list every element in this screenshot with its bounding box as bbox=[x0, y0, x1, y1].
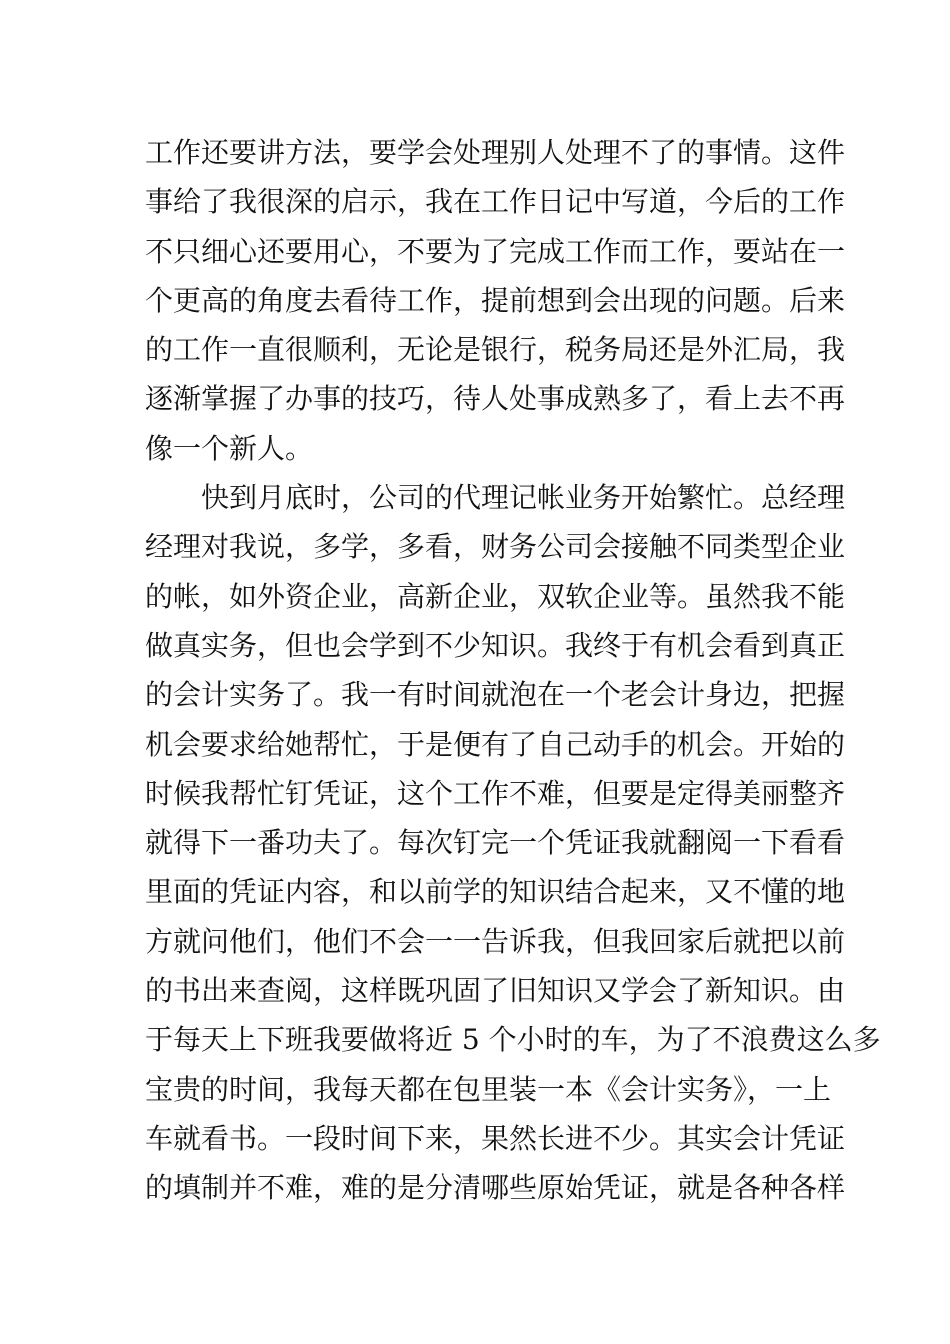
text-line: 工作还要讲方法，要学会处理别人处理不了的事情。这件 bbox=[145, 136, 846, 169]
text-line: 的书出来查阅，这样既巩固了旧知识又学会了新知识。由 bbox=[145, 974, 846, 1008]
text-line: 像一个新人。 bbox=[145, 431, 314, 465]
text-line: 于每天上下班我要做将近 5 个小时的车，为了不浪费这么多 bbox=[145, 1023, 881, 1057]
text-line: 的会计实务了。我一有时间就泡在一个老会计身边，把握 bbox=[145, 678, 846, 712]
body-text bbox=[145, 128, 881, 1213]
text-line: 里面的凭证内容，和以前学的知识结合起来，又不懂的地 bbox=[145, 875, 846, 909]
text-line: 时候我帮忙钉凭证，这个工作不难，但要是定得美丽整齐 bbox=[145, 776, 846, 810]
text-line: 的帐，如外资企业，高新企业，双软企业等。虽然我不能 bbox=[145, 579, 846, 613]
text-line: 经理对我说，多学，多看，财务公司会接触不同类型企业 bbox=[145, 530, 846, 564]
text-line: 机会要求给她帮忙，于是便有了自己动手的机会。开始的 bbox=[145, 727, 846, 761]
text-line: 做真实务，但也会学到不少知识。我终于有机会看到真正 bbox=[145, 628, 846, 662]
text-line: 的填制并不难，难的是分清哪些原始凭证，就是各种各样 bbox=[145, 1171, 846, 1205]
text-line: 逐渐掌握了办事的技巧，待人处事成熟多了，看上去不再 bbox=[145, 382, 846, 416]
text-line: 个更高的角度去看待工作，提前想到会出现的问题。后来 bbox=[145, 283, 846, 317]
text-line: 宝贵的时间，我每天都在包里装一本《会计实务》，一上 bbox=[145, 1072, 832, 1106]
text-line: 车就看书。一段时间下来，果然长进不少。其实会计凭证 bbox=[145, 1121, 846, 1155]
text-line: 不只细心还要用心，不要为了完成工作而工作，要站在一 bbox=[145, 234, 846, 268]
text-line: 的工作一直很顺利，无论是银行，税务局还是外汇局，我 bbox=[145, 333, 846, 367]
paragraph-start-line: 快到月底时，公司的代理记帐业务开始繁忙。总经理 bbox=[201, 481, 846, 515]
text-line: 事给了我很深的启示，我在工作日记中写道，今后的工作 bbox=[145, 185, 846, 219]
text-line: 就得下一番功夫了。每次钉完一个凭证我就翻阅一下看看 bbox=[145, 826, 846, 860]
text-line: 方就问他们，他们不会一一告诉我，但我回家后就把以前 bbox=[145, 924, 846, 958]
